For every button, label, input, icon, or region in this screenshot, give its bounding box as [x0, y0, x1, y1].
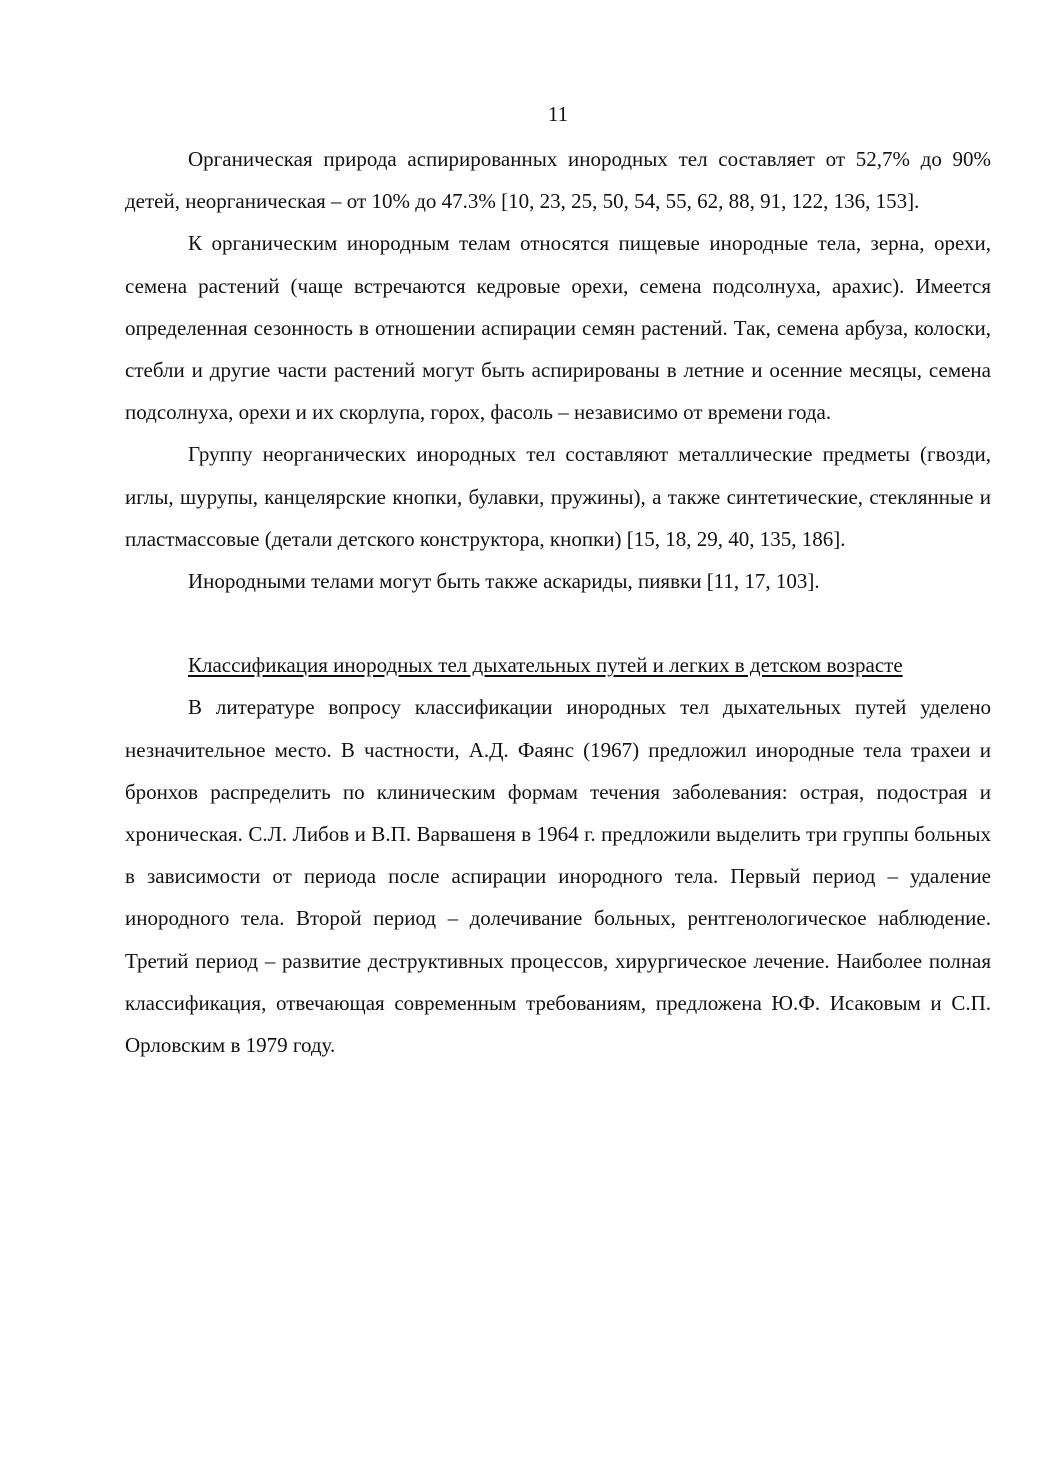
section-heading: Классификация инородных тел дыхательных путей и легких в детском возрасте — [188, 653, 903, 678]
paragraph-organic-nature: Органическая природа аспирированных инородных тел составляет от 52,7% до 90% детей, неорганическая – от 10% до 47.3% [10, 23, 25, 50, 54, 55, 62, 88, 91, 122, 136, 153]. — [125, 147, 991, 214]
paragraph-organic-bodies: К органическим инородным телам относятся пищевые инородные тела, зерна, орехи, семена растений (чаще встречаются кедровые орехи, семена подсолнуха, арахис). Имеется определенная сезонность в отношении аспирации семян растений. Так, семена арбуза, колоски, стебли и другие части растений могут быть аспирированы в летние и осенние месяцы, семена подсолнуха, орехи и их скорлупа, горох, фасоль – независимо от времени года. — [125, 231, 991, 425]
page-number: 11 — [547, 102, 569, 126]
paragraph-parasites: Инородными телами могут быть также аскариды, пиявки [11, 17, 103]. — [188, 569, 820, 594]
paragraph-classification: В литературе вопросу классификации инородных тел дыхательных путей уделено незначительное место. В частности, А.Д. Фаянс (1967) предложил инородные тела трахеи и бронхов распределить по клиническим формам течения заболевания: острая, подострая и хроническая. С.Л. Либов и В.П. Варвашеня в 1964 г. предложили выделить три группы больных в зависимости от периода после аспирации инородного тела. Первый период – удаление инородного тела. Второй период – долечивание больных, рентгенологическое наблюдение. Третий период – развитие деструктивных процессов, хирургическое лечение. Наиболее полная классификация, отвечающая современным требованиям, предложена Ю.Ф. Исаковым и С.П. Орловским в 1979 году. — [125, 695, 991, 1058]
section-spacer — [125, 602, 991, 644]
page-content — [125, 138, 991, 1066]
paragraph-inorganic-bodies: Группу неорганических инородных тел составляют металлические предметы (гвозди, иглы, шурупы, канцелярские кнопки, булавки, пружины), а также синтетические, стеклянные и пластмассовые (детали детского конструктора, кнопки) [15, 18, 29, 40, 135, 186]. — [125, 442, 991, 551]
